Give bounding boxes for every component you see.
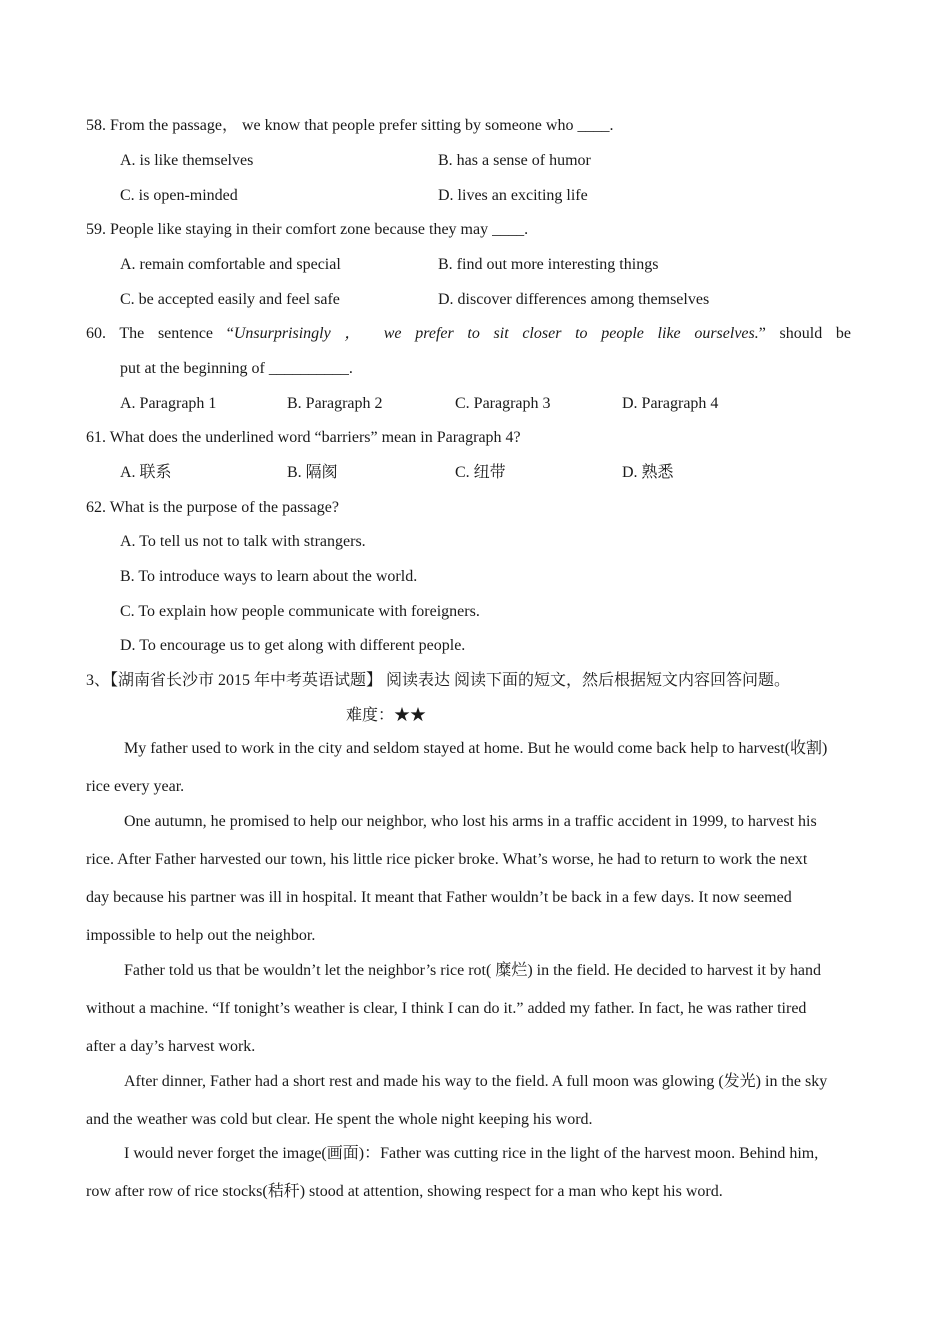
option-58-b: B. has a sense of humor bbox=[438, 152, 591, 169]
passage-p4-line-2: and the weather was cold but clear. He spent the whole night keeping his word. bbox=[86, 1111, 593, 1128]
quoted-sentence: Unsurprisingly ， we prefer to sit closer to people like ourselves. bbox=[233, 325, 759, 342]
question-59-options-row-1 bbox=[120, 255, 820, 275]
passage-p5-line-1: I would never forget the image(画面)：Father was cutting rice in the light of the harvest moon. Behind him, bbox=[124, 1145, 819, 1162]
passage-p2-line-3: day because his partner was ill in hospital. It meant that Father wouldn’t be back in a few days. It now seemed bbox=[86, 889, 792, 906]
question-61-options bbox=[120, 463, 820, 483]
section-3-heading: 3、【湖南省长沙市 2015 年中考英语试题】 阅读表达 阅读下面的短文，然后根据短文内容回答问题。 bbox=[86, 672, 791, 689]
question-58-options-row-1 bbox=[120, 151, 820, 171]
question-60-stem-line-2: put at the beginning of __________. bbox=[120, 360, 353, 377]
option-62-d: D. To encourage us to get along with different people. bbox=[120, 637, 466, 654]
option-59-c: C. be accepted easily and feel safe bbox=[120, 291, 340, 308]
option-61-a: A. 联系 bbox=[120, 464, 172, 481]
passage-p4-line-1: After dinner, Father had a short rest and made his way to the field. A full moon was glowing (发光) in the sky bbox=[124, 1073, 828, 1090]
passage-p3-line-2: without a machine. “If tonight’s weather is clear, I think I can do it.” added my father. In fact, he was rather tired bbox=[86, 1000, 807, 1017]
passage-p2-line-4: impossible to help out the neighbor. bbox=[86, 927, 316, 944]
option-62-b: B. To introduce ways to learn about the world. bbox=[120, 568, 418, 585]
option-60-c: C. Paragraph 3 bbox=[455, 395, 551, 412]
option-62-a: A. To tell us not to talk with strangers. bbox=[120, 533, 366, 550]
question-61-stem: 61. What does the underlined word “barriers” mean in Paragraph 4? bbox=[86, 429, 521, 446]
option-59-d: D. discover differences among themselves bbox=[438, 291, 710, 308]
passage-p5-line-2: row after row of rice stocks(秸秆) stood at attention, showing respect for a man who kept his word. bbox=[86, 1183, 723, 1200]
option-61-c: C. 纽带 bbox=[455, 464, 506, 481]
question-62-stem: 62. What is the purpose of the passage? bbox=[86, 499, 339, 516]
difficulty-rating: 难度：★★ bbox=[346, 707, 427, 724]
question-58-stem: 58. From the passage， we know that people prefer sitting by someone who ____. bbox=[86, 117, 614, 134]
question-59-stem: 59. People like staying in their comfort zone because they may ____. bbox=[86, 221, 529, 238]
option-58-a: A. is like themselves bbox=[120, 152, 254, 169]
option-58-c: C. is open-minded bbox=[120, 187, 238, 204]
option-61-b: B. 隔阂 bbox=[287, 464, 338, 481]
passage-p1-line-2: rice every year. bbox=[86, 778, 185, 795]
option-61-d: D. 熟悉 bbox=[622, 464, 674, 481]
option-58-d: D. lives an exciting life bbox=[438, 187, 588, 204]
question-60-options bbox=[120, 394, 820, 414]
passage-p3-line-3: after a day’s harvest work. bbox=[86, 1038, 256, 1055]
passage-p1-line-1: My father used to work in the city and seldom stayed at home. But he would come back help to harvest(收割) bbox=[124, 740, 828, 757]
option-62-c: C. To explain how people communicate with foreigners. bbox=[120, 603, 480, 620]
question-60-stem: 60. The sentence “Unsurprisingly ， we prefer to sit closer to people like ourselves.” should be bbox=[86, 325, 852, 342]
option-59-a: A. remain comfortable and special bbox=[120, 256, 341, 273]
question-59-options-row-2 bbox=[120, 290, 820, 310]
option-59-b: B. find out more interesting things bbox=[438, 256, 659, 273]
passage-p2-line-1: One autumn, he promised to help our neighbor, who lost his arms in a traffic accident in 1999, to harvest his bbox=[124, 813, 817, 830]
passage-p2-line-2: rice. After Father harvested our town, his little rice picker broke. What’s worse, he had to return to work the next bbox=[86, 851, 808, 868]
option-60-a: A. Paragraph 1 bbox=[120, 395, 217, 412]
option-60-b: B. Paragraph 2 bbox=[287, 395, 383, 412]
option-60-d: D. Paragraph 4 bbox=[622, 395, 719, 412]
question-58-options-row-2 bbox=[120, 186, 820, 206]
passage-p3-line-1: Father told us that be wouldn’t let the neighbor’s rice rot( 糜烂) in the field. He decided to harvest it by hand bbox=[124, 962, 822, 979]
